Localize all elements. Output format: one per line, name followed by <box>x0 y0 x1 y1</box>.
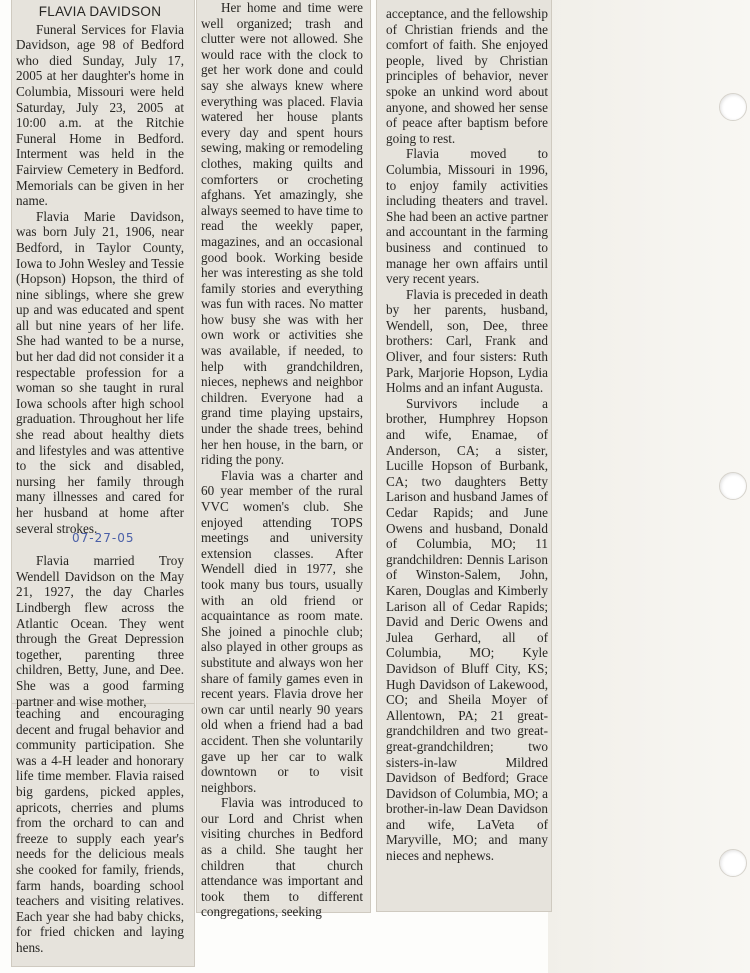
obituary-column-1 <box>16 4 184 709</box>
binder-hole-top <box>719 93 747 121</box>
paragraph-services: Funeral Services for Flavia Davidson, age 98 of Bedford who died Sunday, July 17, 2005 at her daughter's home in Columbia, Missouri were held Saturday, July 23, 2005 at 10:00 a.m. at the Ritchie Funeral Home in Bedford. Interment was held in the Fairview Cemetery in Bedford. Memorials can be given in her name. <box>16 21 184 209</box>
paragraph-preceded: Flavia is preceded in death by her parents, husband, Wendell, son, Dee, three brothers: Carl, Frank and Oliver, and four sisters: Ruth Park, Marjorie Hopson, Lydia Holms and an infant Augusta. <box>386 286 548 396</box>
obituary-title: FLAVIA DAVIDSON <box>38 4 162 19</box>
paragraph-acceptance: acceptance, and the fellowship of Christian friends and the comfort of faith. She enjoyed people, lived by Christian principles of behavior, never spoke an unkind word about anyone, and showed her sense of peace after baptism before going to rest. <box>386 6 548 146</box>
paragraph-birth: Flavia Marie Davidson, was born July 21, 1906, near Bedford, in Taylor County, Iowa to John Wesley and Tessie (Hopson) Hopson, the third of nine siblings, where she grew up and was educated and spent all but nine years of her life. She had wanted to be a nurse, but her dad did not consider it a respectable profession for a woman so she taught in rural Iowa schools after high school graduation. Throughout her life she read about healthy diets and lifestyles and was attentive to the sick and disabled, nursing her family through many illnesses and cared for her husband at home after several strokes. <box>16 208 184 536</box>
handwritten-date: 07-27-05 <box>72 531 135 545</box>
paragraph-move: Flavia moved to Columbia, Missouri in 1996, to enjoy family activities including theaters and travel. She had been an active partner and accountant in the farming business and continued to manage her own affairs until very recent years. <box>386 146 548 287</box>
binder-hole-middle <box>719 472 747 500</box>
paragraph-marriage: Flavia married Troy Wendell Davidson on the May 21, 1927, the day Charles Lindbergh flew across the Atlantic Ocean. They went through the Great Depression together, parenting three children, Betty, June, and Dee. She was a good farming partner and wise mother, <box>16 553 184 709</box>
paragraph-club: Flavia was a charter and 60 year member of the rural VVC women's club. She enjoyed attending TOPS meetings and university extension classes. After Wendell died in 1977, she took many bus tours, usually with an old friend or acquaintance as room mate. She joined a pinochle club; also played in other groups as substitute and always won her share of family games even in recent years. Flavia drove her own car until nearly 90 years old when a friend had a bad accident. Then she voluntarily gave up her car to walk downtown or to visit neighbors. <box>201 467 363 795</box>
paragraph-survivors: Survivors include a brother, Humphrey Hopson and wife, Enamae, of Anderson, CA; a sister, Lucille Hopson of Burbank, CA; two daughters Betty Larison and husband James of Cedar Rapids; and June Owens and husband, Donald of Columbia, MO; 11 grandchildren: Dennis Larison of Winston-Salem, John, Karen, Douglas and Kimberly Larison all of Cedar Rapids; David and Deric Owens and Julea Gerhard, all of Columbia, MO; Kyle Davidson of Bluff City, KS; Hugh Davidson of Lakewood, CO; and Sheila Moyer of Allentown, PA; 21 great- grandchildren and two great-great-grandchildren; two sisters-in-law Mildred Davidson of Bedford; Grace Davidson of Columbia, MO; a brother-in-law Dean Davidson and wife, LaVeta of Maryville, MO; and many nieces and nephews. <box>386 395 548 864</box>
paragraph-faith: Flavia was introduced to our Lord and Christ when visiting churches in Bedford as a child. She taught her children that church attendance was important and took them to different congregations, seeking <box>201 795 363 920</box>
paragraph-home: Her home and time were well organized; trash and clutter were not allowed. She would race with the clock to get her work done and could say she always knew where everything was placed. Flavia watered her house plants every day and spent hours sewing, making or remodeling clothes, making quilts and comforters or crocheting afghans. Yet amazingly, she always seemed to have time to read the weekly paper, magazines, and an occasional good book. Working beside her was interesting as she told family stories and everything was fun with races. No matter how busy she was with her own work or activities she was available, if needed, to help with grandchildren, nieces, nephews and neighbor children. Everyone had a grand time playing upstairs, under the shade trees, behind her hen house, in the barn, or riding the pony. <box>201 0 363 468</box>
obituary-column-2 <box>201 0 363 920</box>
obituary-column-1b <box>16 706 184 956</box>
paragraph-teaching: teaching and encouraging decent and frugal behavior and community participation. She was a 4-H leader and honorary life time member. Flavia raised big gardens, picked apples, apricots, cherries and plums from the orchard to can and freeze to supply each year's needs for the delicious meals she cooked for family, friends, farm hands, boarding school teachers and visiting relatives. Each year she had baby chicks, for fried chicken and laying hens. <box>16 706 184 955</box>
binder-hole-bottom <box>719 849 747 877</box>
obituary-column-3 <box>386 6 548 864</box>
